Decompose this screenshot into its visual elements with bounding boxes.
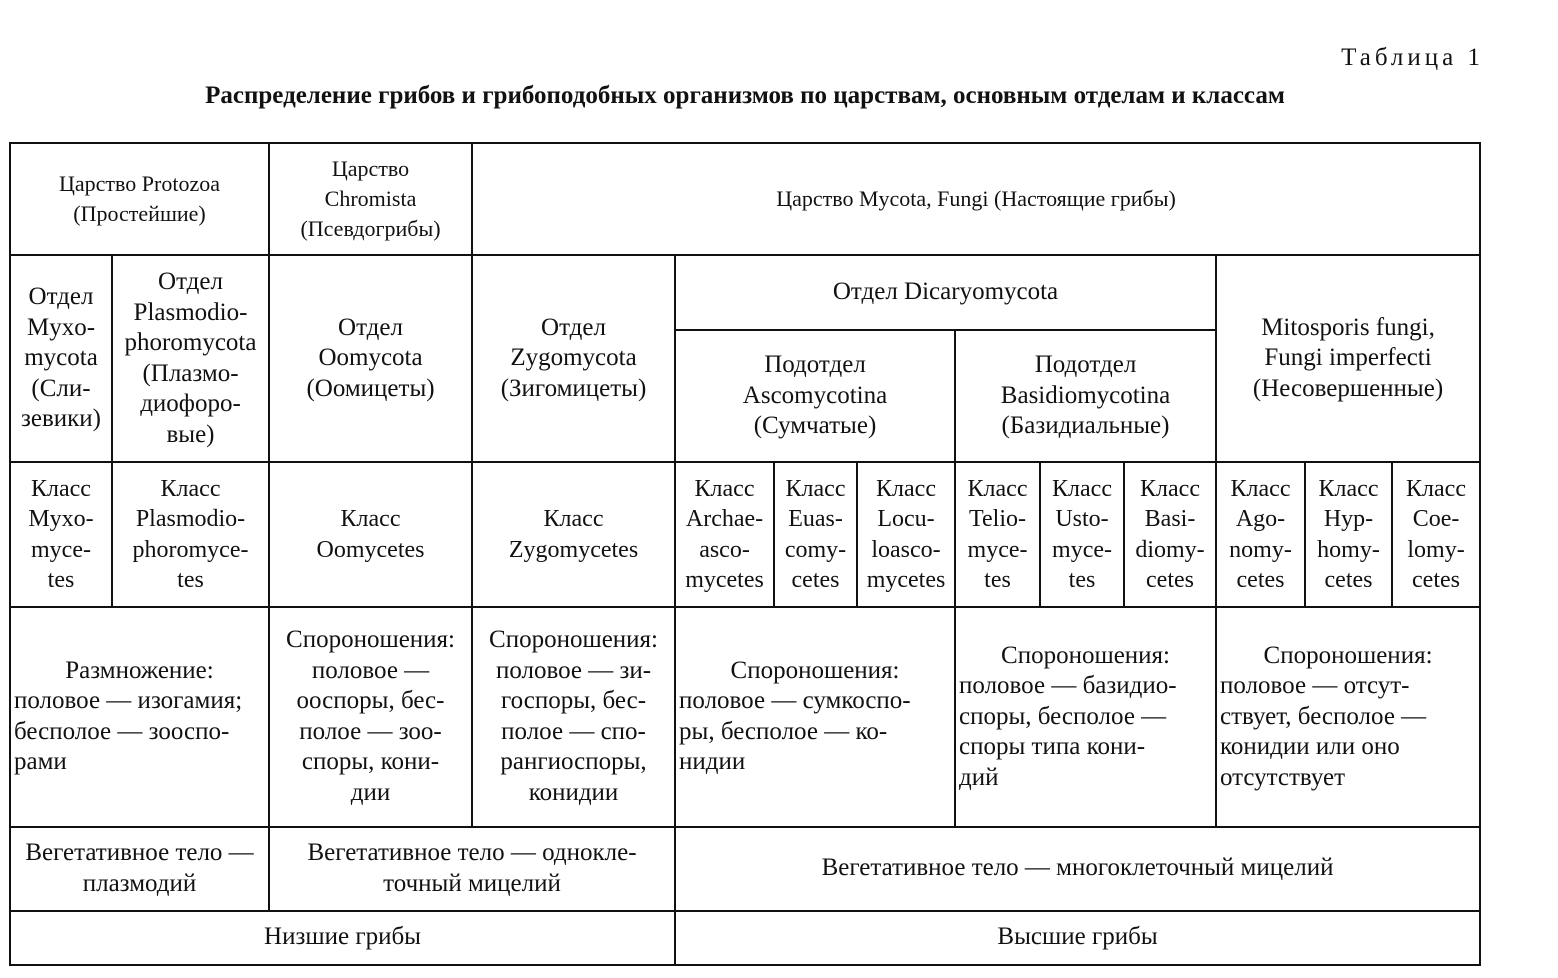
reproduction-protozoa-text: половое — изогамия; бесполое — зооспо- рами <box>14 687 243 776</box>
group-lower-fungi-cell: Низшие грибы <box>10 911 675 965</box>
reproduction-basidiomycotina-cell <box>955 607 1216 827</box>
class-ustomycetes-cell: Класс Usto- myce- tes <box>1040 462 1124 607</box>
reproduction-protozoa-heading: Размножение: <box>65 656 214 684</box>
division-oomycota-cell: Отдел Oomycota (Оомицеты) <box>269 255 472 462</box>
reproduction-basidio-text: половое — базидио- споры, бесполое — споры типа кони- дий <box>959 672 1177 791</box>
division-myxomycota-cell: Отдел Myxo- mycota (Сли- зевики) <box>10 255 112 462</box>
class-plasmodiophoromycetes-cell: Класс Plasmodio- phoromyce- tes <box>112 462 269 607</box>
class-myxomycetes-cell: Класс Myxo- myce- tes <box>10 462 112 607</box>
reproduction-row <box>10 607 1480 827</box>
reproduction-asco-text: половое — сумкоспо- ры, бесполое — ко- нидии <box>679 687 911 776</box>
class-oomycetes-cell: Класс Oomycetes <box>269 462 472 607</box>
kingdom-protozoa-cell: Царство Protozoa (Простейшие) <box>10 143 269 255</box>
division-row <box>10 255 1480 330</box>
division-dicaryomycota-cell: Отдел Dicaryomycota <box>675 255 1216 330</box>
division-mitosporic-cell: Mitosporis fungi, Fungi imperfecti (Несовершенные) <box>1216 255 1480 462</box>
reproduction-mito-text: половое — отсут- ствует, бесполое — конидии или оно отсутствует <box>1220 672 1427 791</box>
vegetative-multicellular-cell: Вегетативное тело — многоклеточный мицелий <box>675 827 1480 911</box>
class-archaeascomycetes-cell: Класс Archae- asco- mycetes <box>675 462 774 607</box>
class-loculoascomycetes-cell: Класс Locu- loasco- mycetes <box>857 462 955 607</box>
reproduction-ascomycotina-cell <box>675 607 955 827</box>
reproduction-oomycota-cell: Спороношения: половое — ооспоры, бес- полое — зоо- споры, кони- дии <box>269 607 472 827</box>
subdivision-basidiomycotina-cell: Подотдел Basidiomycotina (Базидиальные) <box>955 330 1216 462</box>
reproduction-mito-heading: Спороношения: <box>1263 641 1433 669</box>
subdivision-ascomycotina-cell: Подотдел Ascomycotina (Сумчатые) <box>675 330 955 462</box>
vegetative-plasmodium-cell: Вегетативное тело — плазмодий <box>10 827 269 911</box>
class-hyphomycetes-cell: Класс Hyp- homy- cetes <box>1305 462 1392 607</box>
vegetative-row <box>10 827 1480 911</box>
table-caption: Распределение грибов и грибоподобных организмов по царствам, основным отделам и классам <box>205 82 1285 109</box>
class-coelomycetes-cell: Класс Coe- lomy- cetes <box>1392 462 1480 607</box>
reproduction-protozoa-cell <box>10 607 269 827</box>
class-euascomycetes-cell: Класс Euas- comy- cetes <box>774 462 857 607</box>
table-number: Таблица 1 <box>1341 44 1484 71</box>
fungi-classification-table <box>9 142 1481 966</box>
division-zygomycota-cell: Отдел Zygomycota (Зигомицеты) <box>472 255 675 462</box>
reproduction-zygomycota-cell: Спороношения: половое — зи- госпоры, бес- полое — спо- рангиоспоры, конидии <box>472 607 675 827</box>
reproduction-asco-heading: Спороношения: <box>730 656 900 684</box>
reproduction-basidio-heading: Спороношения: <box>1001 641 1170 669</box>
division-plasmodiophoromycota-cell: Отдел Plasmodio- phoromycota (Плазмо- диофоро- вые) <box>112 255 269 462</box>
class-agonomycetes-cell: Класс Ago- nomy- cetes <box>1216 462 1305 607</box>
kingdom-chromista-cell: Царство Chromista (Псевдогрибы) <box>269 143 472 255</box>
class-row <box>10 462 1480 607</box>
group-higher-fungi-cell: Высшие грибы <box>675 911 1480 965</box>
class-basidiomycetes-cell: Класс Basi- diomy- cetes <box>1124 462 1216 607</box>
kingdom-row <box>10 143 1480 255</box>
reproduction-mitosporic-cell <box>1216 607 1480 827</box>
group-row <box>10 911 1480 965</box>
class-zygomycetes-cell: Класс Zygomycetes <box>472 462 675 607</box>
vegetative-unicellular-cell: Вегетативное тело — однокле- точный мицелий <box>269 827 675 911</box>
kingdom-mycota-cell: Царство Mycota, Fungi (Настоящие грибы) <box>472 143 1480 255</box>
class-teliomycetes-cell: Класс Telio- myce- tes <box>955 462 1040 607</box>
